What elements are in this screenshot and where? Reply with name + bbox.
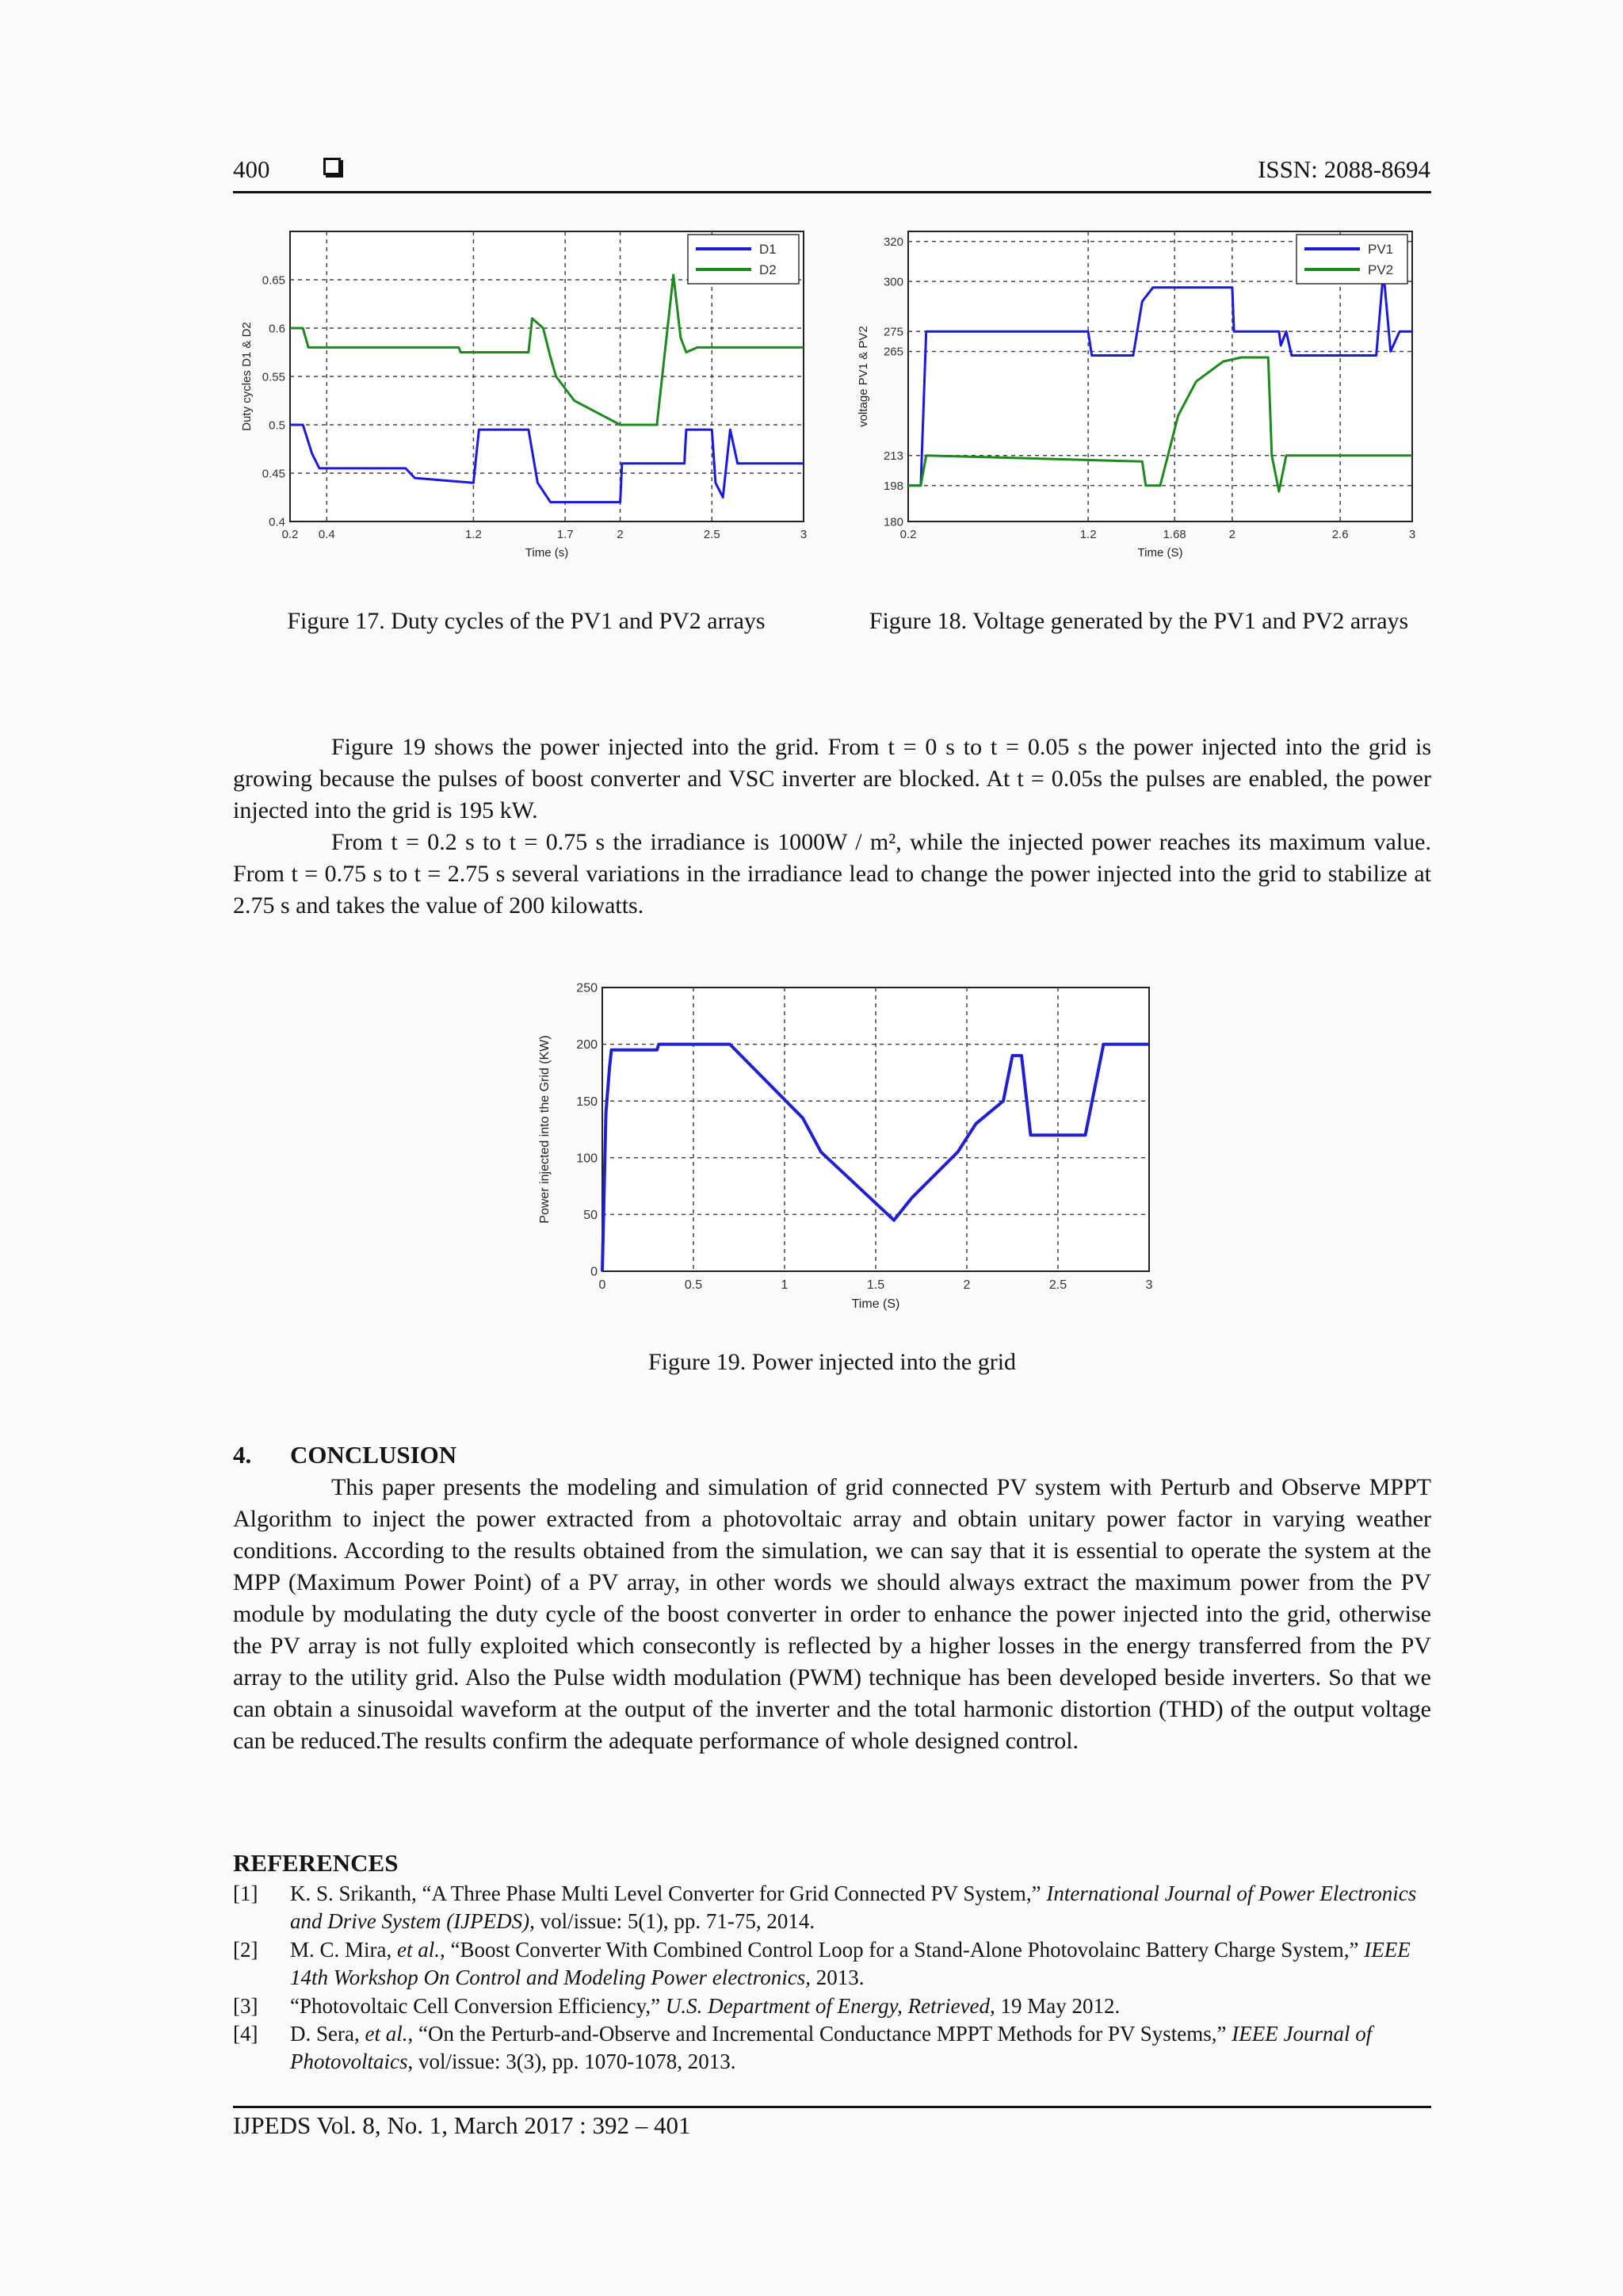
y-tick-label: 200 — [576, 1038, 598, 1052]
results-text — [233, 732, 1431, 922]
reference-2: [2] M. C. Mira, et al., “Boost Converter With Combined Control Loop for a Stand-Alone Photovolainc Battery Charge System,” IEEE 14th Workshop On Control and Modeling Power electronics, 2013. — [233, 1938, 1411, 1989]
paragraph-2: From t = 0.2 s to t = 0.75 s the irradiance is 1000W / m², while the injected power reaches its maximum value. From t = 0.75 s to t = 2.75 s several variations in the irradiance lead to change the power injected into the grid to stabilize at 2.75 s and takes the value of 200 kilowatts. — [233, 829, 1431, 919]
y-tick-label: 0 — [590, 1265, 598, 1279]
section-number: 4. — [233, 1441, 252, 1469]
paragraph-1: Figure 19 shows the power injected into the grid. From t = 0 s to t = 0.05 s the power injected into the grid is growing because the pulses of boost converter and VSC inverter are blocked. At t = 0.05s the pulses are enabled, the power injected into the grid is 195 kW. — [233, 734, 1431, 823]
y-tick-label: 0.55 — [262, 370, 285, 384]
x-tick-label: 1.68 — [1163, 528, 1186, 541]
y-tick-label: 150 — [576, 1095, 598, 1109]
y-axis-label: voltage PV1 & PV2 — [857, 326, 870, 427]
reference-number: [2] — [233, 1938, 258, 1962]
x-tick-label: 0.5 — [684, 1278, 703, 1292]
x-tick-label: 1.7 — [556, 528, 574, 541]
x-tick-label: 0 — [598, 1278, 606, 1292]
page-number: 400 — [233, 155, 270, 183]
y-tick-label: 0.4 — [269, 515, 285, 529]
y-tick-label: 213 — [883, 449, 903, 463]
figure-18-caption: Figure 18. Voltage generated by the PV1 and PV2 arrays — [869, 608, 1409, 634]
x-tick-label: 0.2 — [281, 528, 299, 541]
legend-label: PV2 — [1368, 262, 1394, 277]
references-heading: REFERENCES — [233, 1849, 399, 1877]
reference-4: [4] D. Sera, et al., “On the Perturb-and-Observe and Incremental Conductance MPPT Methods for PV Systems,” IEEE Journal of Photovoltaics, vol/issue: 3(3), pp. 1070-1078, 2013. — [233, 2022, 1373, 2073]
x-tick-label: 3 — [1145, 1278, 1153, 1292]
y-tick-label: 250 — [576, 981, 598, 995]
y-axis-label: Duty cycles D1 & D2 — [240, 322, 254, 431]
reference-number: [1] — [233, 1881, 258, 1905]
x-axis-label: Time (S) — [851, 1297, 900, 1311]
y-tick-label: 0.5 — [269, 418, 285, 433]
figure-19-chart — [528, 976, 1167, 1317]
y-tick-label: 198 — [883, 479, 903, 493]
y-tick-label: 0.45 — [262, 467, 285, 481]
figure-18-chart — [850, 220, 1428, 569]
y-axis-label: Power injected into the Grid (KW) — [538, 1035, 552, 1224]
x-axis-label: Time (s) — [525, 546, 569, 560]
x-tick-label: 1.2 — [464, 528, 482, 541]
footer-rule — [233, 2106, 1431, 2108]
y-tick-label: 0.65 — [262, 273, 285, 288]
x-tick-label: 0.2 — [899, 528, 917, 541]
reference-number: [4] — [233, 2022, 258, 2046]
x-tick-label: 3 — [800, 528, 808, 541]
y-tick-label: 0.6 — [269, 322, 285, 336]
conclusion-text — [233, 1472, 1431, 1757]
y-tick-label: 180 — [883, 515, 903, 529]
x-axis-label: Time (S) — [1137, 546, 1183, 560]
header-rule — [233, 191, 1431, 193]
y-tick-label: 275 — [883, 325, 903, 339]
issn: ISSN: 2088-8694 — [1258, 155, 1430, 183]
x-tick-label: 2.6 — [1331, 528, 1349, 541]
reference-3: [3] “Photovoltaic Cell Conversion Efficiency,” U.S. Department of Energy, Retrieved, 19 May 2012. — [233, 1992, 1431, 2020]
legend-label: D1 — [759, 242, 777, 257]
y-tick-label: 265 — [883, 345, 903, 359]
y-tick-label: 100 — [576, 1152, 598, 1166]
y-tick-label: 320 — [883, 235, 903, 249]
legend-label: PV1 — [1368, 242, 1394, 257]
x-tick-label: 2.5 — [1048, 1278, 1067, 1292]
conclusion-heading: CONCLUSION — [290, 1441, 457, 1469]
legend-label: D2 — [759, 262, 777, 277]
reference-number: [3] — [233, 1994, 258, 2018]
conclusion-paragraph: This paper presents the modeling and simulation of grid connected PV system with Perturb and Observe MPPT Algorithm to inject the power extracted from a photovoltaic array and obtain unitary power factor in varying weather conditions. According to the results obtained from the simulation, we can say that it is essential to operate the system at the MPP (Maximum Power Point) of a PV array, in other words we should always extract the maximum power from the PV module by modulating the duty cycle of the boost converter in order to enhance the power injected into the grid, otherwise the PV array is not fully exploited which consecontly is reflected by a higher losses in the energy transferred from the PV array to the utility grid. Also the Pulse width modulation (PWM) technique has been developed beside inverters. So that we can obtain a sinusoidal waveform at the output of the inverter and the total harmonic distortion (THD) of the output voltage can be reduced.The results confirm the adequate performance of whole designed control. — [233, 1474, 1431, 1754]
x-tick-label: 2 — [963, 1278, 971, 1292]
footer-citation: IJPEDS Vol. 8, No. 1, March 2017 : 392 – 401 — [233, 2111, 691, 2139]
x-tick-label: 3 — [1408, 528, 1416, 541]
y-tick-label: 50 — [583, 1209, 598, 1222]
x-tick-label: 1.5 — [866, 1278, 885, 1292]
x-tick-label: 1.2 — [1079, 528, 1097, 541]
x-tick-label: 2.5 — [703, 528, 720, 541]
reference-1: [1] K. S. Srikanth, “A Three Phase Multi Level Converter for Grid Connected PV System,” International Journal of Power Electronics and Drive System (IJPEDS), vol/issue: 5(1), pp. 71-75, 2014. — [233, 1881, 1417, 1933]
x-tick-label: 1 — [781, 1278, 789, 1292]
x-tick-label: 2 — [1228, 528, 1236, 541]
legend-box — [688, 235, 799, 284]
figure-17-caption: Figure 17. Duty cycles of the PV1 and PV2 arrays — [287, 608, 766, 634]
x-tick-label: 0.4 — [318, 528, 335, 541]
figure-19-caption: Figure 19. Power injected into the grid — [647, 1349, 1017, 1375]
x-tick-label: 2 — [617, 528, 624, 541]
figure-17-chart — [233, 220, 819, 569]
square-bullet-icon — [323, 158, 341, 175]
y-tick-label: 300 — [883, 275, 903, 289]
